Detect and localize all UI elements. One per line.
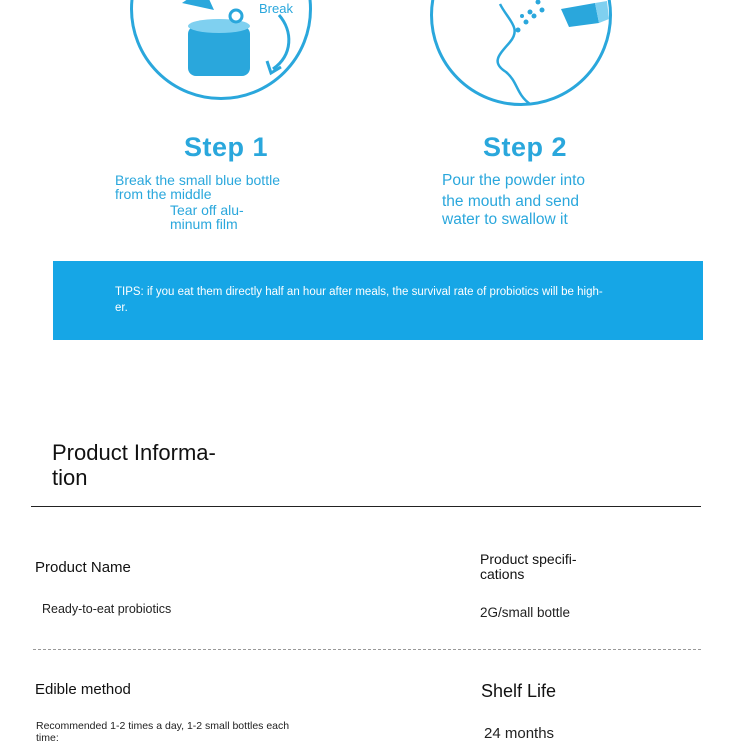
step1-title: Step 1 bbox=[184, 132, 269, 162]
edible-method-label: Edible method bbox=[35, 681, 131, 698]
product-name-value: Ready-to-eat probiotics bbox=[42, 602, 172, 616]
tips-banner bbox=[53, 261, 703, 340]
product-info-title-line1: Product Informa- bbox=[52, 440, 216, 465]
product-spec-label-line1: Product specifi- bbox=[480, 551, 577, 567]
edible-method-value-line2: time: bbox=[36, 732, 59, 744]
product-name-label: Product Name bbox=[35, 559, 131, 576]
arrow-icon bbox=[259, 11, 299, 81]
step2-text-line3: water to swallow it bbox=[442, 211, 568, 228]
product-spec-label-line2: cations bbox=[480, 566, 525, 582]
step2-title: Step 2 bbox=[483, 132, 568, 162]
pour-bottle-icon bbox=[555, 0, 615, 39]
section-divider bbox=[31, 506, 701, 507]
tips-line1: TIPS: if you eat them directly half an hour after meals, the survival rate of probiotics will be high- bbox=[115, 286, 603, 298]
product-spec-value: 2G/small bottle bbox=[480, 605, 571, 620]
product-info-title bbox=[52, 440, 252, 490]
step1-text-line2: from the middle bbox=[115, 186, 212, 202]
edible-method-value bbox=[36, 720, 326, 744]
shelf-life-value: 24 months bbox=[484, 725, 555, 742]
step2-text-line1: Pour the powder into bbox=[442, 172, 586, 189]
dashed-divider bbox=[33, 649, 701, 650]
product-spec-label bbox=[480, 552, 576, 582]
step1-callout: Break bbox=[259, 1, 293, 16]
step2-text-line2: the mouth and send bbox=[442, 193, 580, 210]
shelf-life-label: Shelf Life bbox=[481, 681, 557, 701]
edible-method-value-line1: Recommended 1-2 times a day, 1-2 small bottles each bbox=[36, 720, 290, 732]
step2-illustration-circle bbox=[430, 0, 612, 106]
step1-text-line3: Tear off alu- bbox=[170, 202, 244, 218]
step1-text-line4: minum film bbox=[170, 216, 238, 232]
tips-line2: er. bbox=[115, 302, 128, 314]
step1-text-line1: Break the small blue bottle bbox=[115, 172, 280, 188]
tips-text bbox=[115, 284, 635, 316]
product-info-title-line2: tion bbox=[52, 465, 88, 490]
